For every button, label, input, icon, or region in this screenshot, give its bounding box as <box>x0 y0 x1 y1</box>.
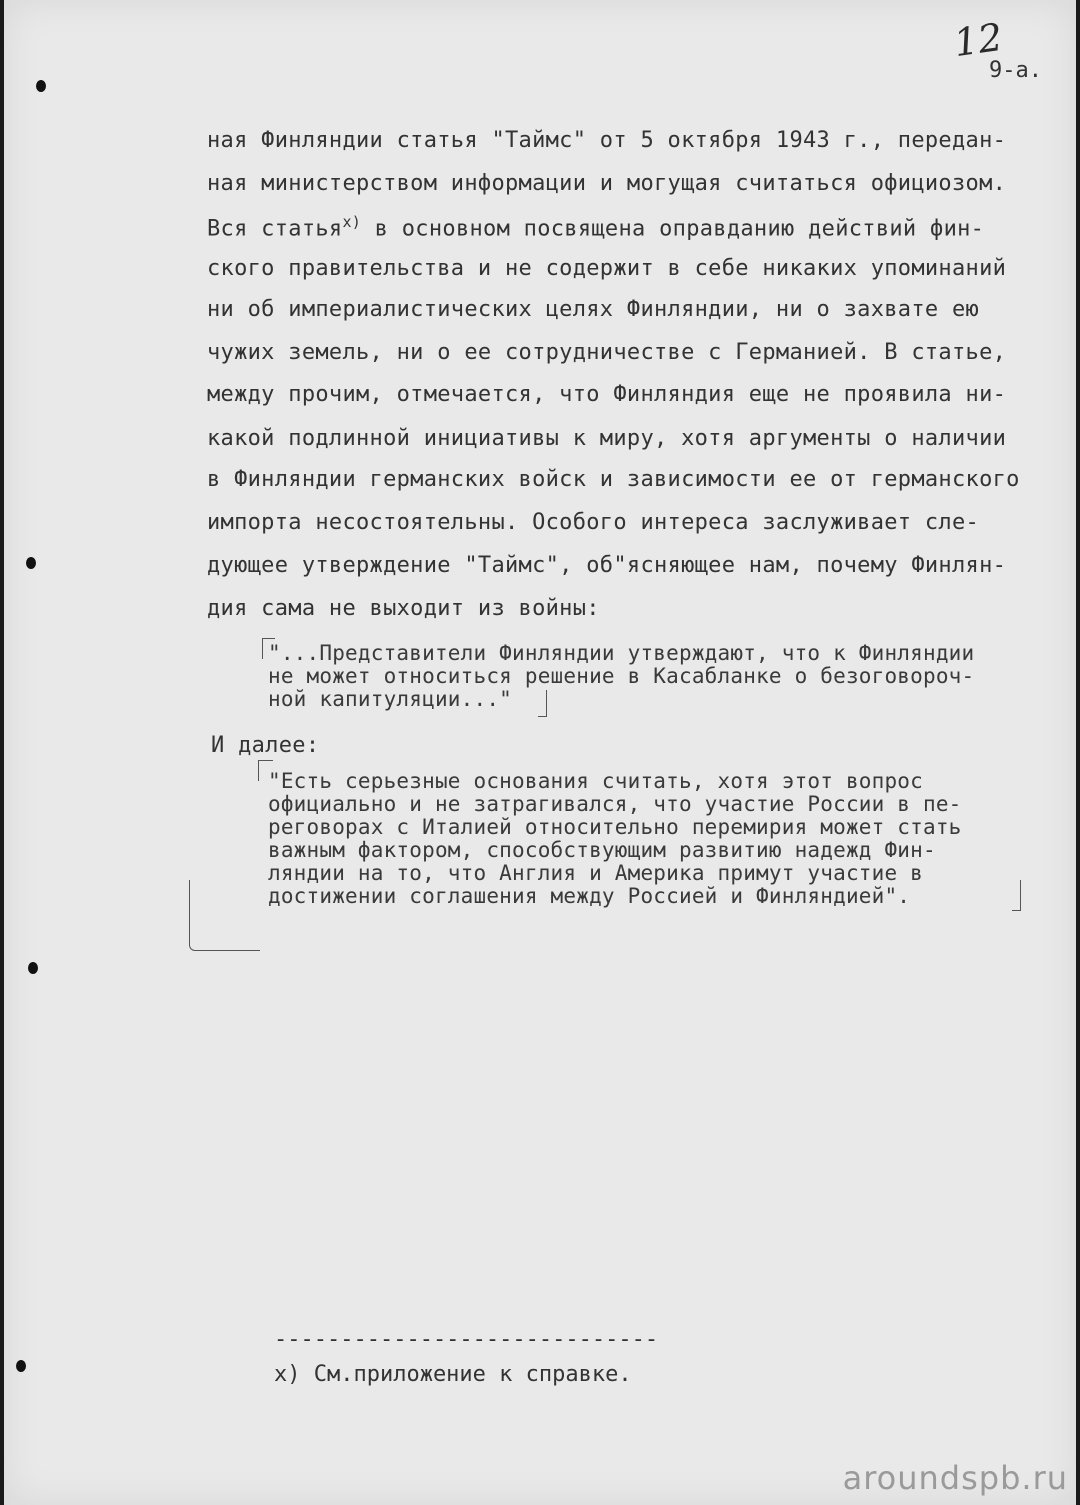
document-page <box>4 0 1076 1505</box>
body-line-footnote-ref <box>207 213 984 241</box>
body-line: ского правительства и не содержит в себе никаких упоминаний <box>207 256 1007 281</box>
body-line: ная министерством информации и могущая считаться официозом. <box>207 171 1007 196</box>
watermark: aroundspb.ru <box>842 1459 1068 1497</box>
quote-line: не может относиться решение в Касабланке о безоговороч- <box>268 664 975 688</box>
page-number: 9-а. <box>989 58 1042 83</box>
body-line: ни об империалистических целях Финляндии, ни о захвате ею <box>207 297 980 322</box>
and-further-label: И далее: <box>211 733 320 758</box>
footnote: х) См.приложение к справке. <box>274 1362 632 1387</box>
punch-hole-4 <box>16 1360 26 1372</box>
body-line: какой подлинной инициативы к миру, хотя аргументы о наличии <box>207 426 1007 451</box>
punch-hole-3 <box>28 962 38 974</box>
punch-hole-2 <box>26 557 36 569</box>
body-line: между прочим, отмечается, что Финляндия еще не проявила ни- <box>207 382 1007 407</box>
quote-line: ной капитуляции..." <box>268 687 513 711</box>
quote-line: достижении соглашения между Россией и Финляндией". <box>268 884 911 908</box>
body-line-start: Вся статья <box>207 216 343 242</box>
quote-line: важным фактором, способствующим развитию надежд Фин- <box>268 838 936 862</box>
punch-hole-1 <box>36 80 46 92</box>
margin-mark <box>189 880 260 951</box>
body-line: ная Финляндии статья "Таймс" от 5 октября 1943 г., передан- <box>207 128 1007 153</box>
body-line: чужих земель, ни о ее сотрудничестве с Германией. В статье, <box>207 340 1007 365</box>
quote-line: "Есть серьезные основания считать, хотя этот вопрос <box>268 769 923 793</box>
body-line-end: в основном посвящена оправданию действий фин- <box>361 216 985 242</box>
quote-bracket-right <box>1012 880 1021 911</box>
quote-line: реговорах с Италией относительно перемирия может стать <box>268 815 962 839</box>
quote-bracket-right <box>538 690 547 717</box>
quote-line: официально и не затрагивался, что участие России в пе- <box>268 792 962 816</box>
body-line: дия сама не выходит из войны: <box>207 596 600 621</box>
footnote-marker: х) <box>342 213 362 231</box>
quote-line: ляндии на то, что Англия и Америка примут участие в <box>268 861 923 885</box>
footnote-separator: ----------------------------- <box>274 1327 659 1352</box>
handwritten-page-number: 12 <box>951 14 1006 66</box>
body-line: импорта несостоятельны. Особого интереса заслуживает сле- <box>207 510 980 535</box>
body-line: в Финляндии германских войск и зависимости ее от германского <box>207 467 1020 492</box>
quote-line: "...Представители Финляндии утверждают, что к Финляндии <box>268 641 975 665</box>
body-line: дующее утверждение "Таймс", об"ясняющее нам, почему Финлян- <box>207 553 1007 578</box>
